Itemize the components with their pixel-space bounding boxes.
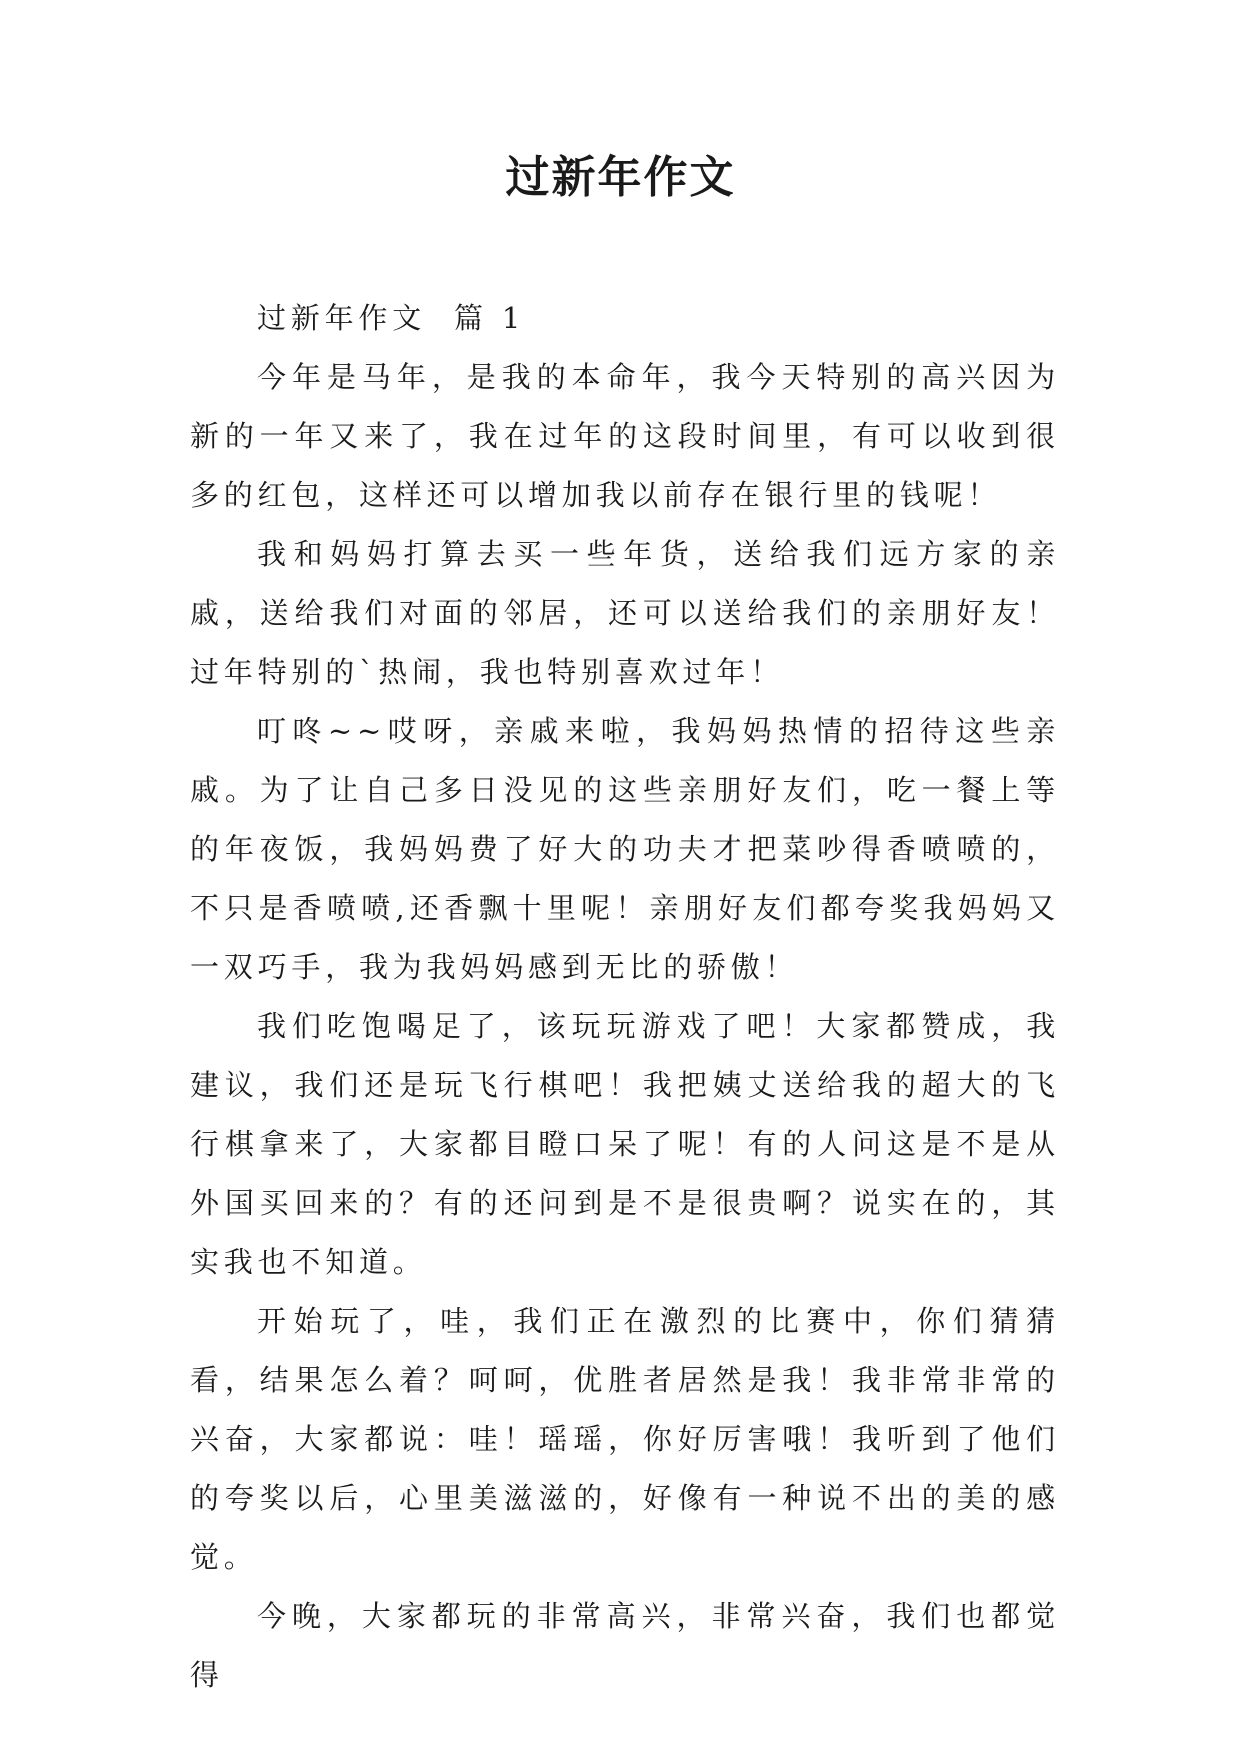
document-title: 过新年作文 — [505, 152, 736, 203]
paragraph-1: 今年是马年，是我的本命年，我今天特别的高兴因为新的一年又来了，我在过年的这段时间里，有可以收到很多的红包，这样还可以增加我以前存在银行里的钱呢！ — [190, 360, 1060, 512]
paragraph-4: 我们吃饱喝足了，该玩玩游戏了吧！大家都赞成，我建议，我们还是玩飞行棋吧！我把姨丈送给我的超大的飞行棋拿来了，大家都目瞪口呆了呢！有的人问这是不是从外国买回来的？有的还问到是不是很贵啊？说实在的，其实我也不知道。 — [190, 1009, 1060, 1279]
paragraph-6: 今晚，大家都玩的非常高兴，非常兴奋，我们也都觉得 — [190, 1599, 1060, 1692]
section-heading: 过新年作文 篇 1 — [257, 301, 526, 335]
paragraph-3: 叮咚~~哎呀，亲戚来啦，我妈妈热情的招待这些亲戚。为了让自己多日没见的这些亲朋好友们，吃一餐上等的年夜饭，我妈妈费了好大的功夫才把菜吵得香喷喷的，不只是香喷喷,还香飘十里呢！亲朋好友们都夸奖我妈妈又一双巧手，我为我妈妈感到无比的骄傲！ — [190, 714, 1060, 984]
document-body — [190, 289, 1060, 1705]
paragraph-2: 我和妈妈打算去买一些年货，送给我们远方家的亲戚，送给我们对面的邻居，还可以送给我们的亲朋好友！过年特别的`热闹，我也特别喜欢过年！ — [190, 537, 1060, 689]
paragraph-5: 开始玩了，哇，我们正在激烈的比赛中，你们猜猜看，结果怎么着？呵呵，优胜者居然是我！我非常非常的兴奋，大家都说：哇！瑶瑶，你好厉害哦！我听到了他们的夸奖以后，心里美滋滋的，好像有一种说不出的美的感觉。 — [190, 1304, 1060, 1574]
